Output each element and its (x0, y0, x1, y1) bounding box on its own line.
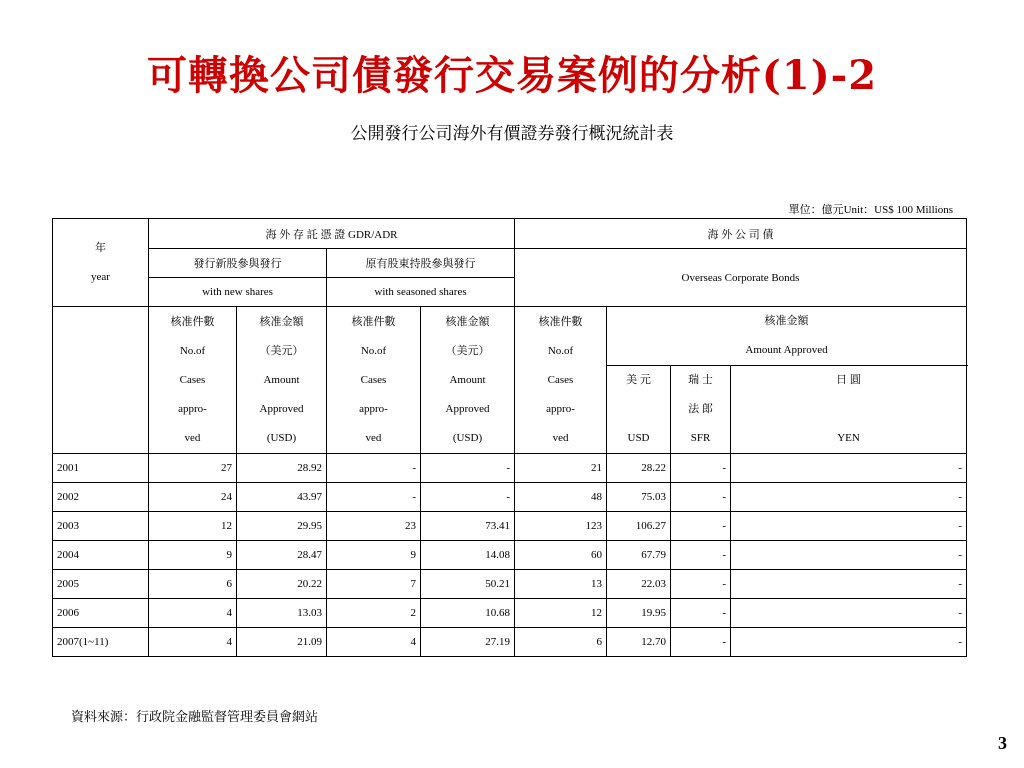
table-row: 2005 6 20.22 7 50.21 13 22.03 - - (53, 570, 967, 599)
table-row: 2007(1~11) 4 21.09 4 27.19 6 12.70 - - (53, 628, 967, 657)
usd-header: 美 元 USD (607, 366, 671, 454)
seasoned-cases-header: 核准件數 No.of Cases appro- ved (327, 307, 421, 454)
table-row: 2003 12 29.95 23 73.41 123 106.27 - - (53, 512, 967, 541)
table-row: 2004 9 28.47 9 14.08 60 67.79 - - (53, 541, 967, 570)
bonds-group-header-en: Overseas Corporate Bonds (515, 249, 967, 307)
new-cases-header: 核准件數 No.of Cases appro- ved (149, 307, 237, 454)
bond-cases-header: 核准件數 No.of Cases appro- ved (515, 307, 607, 454)
yen-header: 日 圓 YEN (731, 366, 967, 454)
seasoned-shares-header-en: with seasoned shares (327, 278, 515, 307)
table-row: 2006 4 13.03 2 10.68 12 19.95 - - (53, 599, 967, 628)
new-shares-header-zh: 發行新股參與發行 (149, 249, 327, 278)
new-amount-header: 核准金額 （美元） Amount Approved (USD) (237, 307, 327, 454)
bond-amount-header: 核准金額 Amount Approved (607, 307, 967, 366)
table-row: 2002 24 43.97 - - 48 75.03 - - (53, 483, 967, 512)
year-spacer (53, 307, 149, 454)
gdr-group-header: 海 外 存 託 憑 證 GDR/ADR (149, 219, 515, 249)
seasoned-amount-header: 核准金額 （美元） Amount Approved (USD) (421, 307, 515, 454)
unit-note: 單位：億元Unit：US$ 100 Millions (788, 204, 953, 216)
sfr-header: 瑞 士 法 郎 SFR (671, 366, 731, 454)
source-note: 資料來源：行政院金融監督管理委員會網站 (71, 710, 319, 725)
new-shares-header-en: with new shares (149, 278, 327, 307)
bonds-group-header-zh: 海 外 公 司 債 (515, 219, 967, 249)
page-number: 3 (998, 733, 1007, 753)
year-header: 年 year (53, 219, 149, 307)
slide-title: 可轉換公司債發行交易案例的分析(1)-2 (146, 52, 878, 99)
table-subtitle: 公開發行公司海外有價證券發行概況統計表 (350, 124, 674, 144)
table-row: 2001 27 28.92 - - 21 28.22 - - (53, 454, 967, 483)
overseas-securities-table (52, 218, 967, 657)
seasoned-shares-header-zh: 原有股東持股參與發行 (327, 249, 515, 278)
